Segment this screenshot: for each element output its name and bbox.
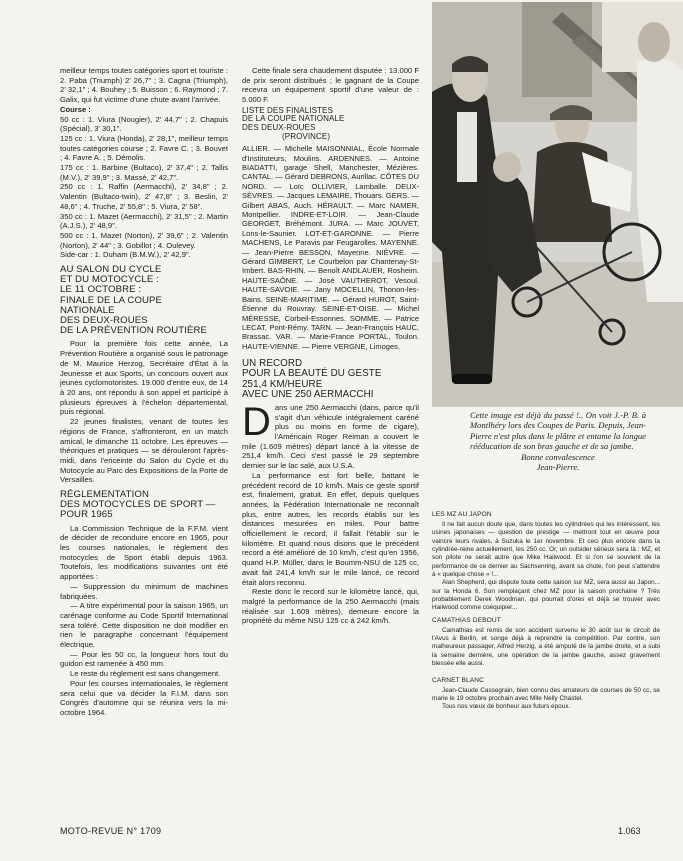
photo-paddock [432, 2, 683, 407]
heading-record: UN RECORD POUR LA BEAUTÉ DU GESTE 251,4 KM/HEURE AVEC UNE 250 AERMACCHI [242, 358, 382, 400]
heading-reglementation: RÉGLEMENTATION DES MOTOCYCLES DE SPORT — POUR 1965 [60, 489, 216, 521]
result-350cc: 350 cc : 1. Mazet (Aermacchi), 2' 31,5" ; 2. Martin (A.J.S.), 2' 48,9". [60, 211, 228, 231]
heading-salon: AU SALON DU CYCLE ET DU MOTOCYCLE : LE 11 OCTOBRE : FINALE DE LA COUPE NATIONALE DES DEUX-ROUES DE LA PRÉVENTION ROUTIÈRE [60, 264, 207, 337]
salon-paragraph-2: 22 jeunes finalistes, venant de toutes les régions de France, s'affronteront, en un match amical, le dimanche 11 octobre. Les épreuves — théoriques et pratiques — se dérouleront l'après-midi, dans l'enceinte du Salon du Cycle et du Motocycle au Parc des Expositions de la Porte de Versailles. [60, 417, 228, 485]
result-125cc: 125 cc : 1. Viura (Honda), 2' 28,1", meilleur temps toutes catégories course ; 2. Favre C. ; 3. Bouvet ; 4. Favre A. ; 5. Démolis. [60, 133, 228, 163]
result-50cc: 50 cc : 1. Viura (Nougier), 2' 44,7" ; 2. Chapuis (Spécial), 3' 30,1". [60, 114, 228, 134]
reglementation-paragraph: La Commission Technique de la F.F.M. vient de décider de reconduire encore en 1965, pour les courses nationales, le règlement des motocycles de Sport établi depuis 1963. Toutefois, les modifications suivantes ont été apportées : [60, 523, 228, 582]
salon-paragraph-1: Pour la première fois cette année, La Prévention Routière a organisé sous le patronage de M. Maurice Herzog, Secrétaire d'État à la Jeunesse et aux Sports, un concours ouvert aux jeunes cyclomotoristes. 19.000 d'entre eux, de 14 à 20 ans, ont répondu à son appel et participé à plusieurs épreuves à l'échelon départemental, puis régional. [60, 339, 228, 417]
carnet-paragraph-2: Tous nos vœux de bonheur aux futurs époux. [442, 703, 571, 711]
photo-illustration [432, 2, 683, 407]
record-paragraph-2: La performance est fort belle, battant le précédent record de 10 km/h. Mais ce geste sportif est, finalement, gratuit. En effet, depuis quelques années, la Fédération Internationale ne reconnaît plus, entre autres, les records établis sur les distances mesurées en miles. Pour battre officiellement le record, il fallait l'établir sur le kilomètre. Et quand nous disons que le précédent record a été amélioré de 10 km/h, c'est qu'en 1956, quand H.P. Müller, dans le Boumm-NSU de 125 cc, avait fait 241,4 km/h sur le mile lancé, ce record était alors reconnu. [242, 470, 419, 587]
bullet-carenage: — A titre expérimental pour la saison 1965, un carénage conforme au Code Sportif International sera toléré. Cette disposition ne doit modifier en rien le paragraphe concernant l'équipement électrique. [60, 601, 228, 650]
record-paragraph-3: Reste donc le record sur le kilomètre lancé, qui, malgré la performance de la 250 Aermacchi (mais réalisée sur 1.609 mètres), demeure encore la propriété du même NSU 125 cc à 242 km/h. [242, 587, 419, 626]
record-paragraph-1: D ans une 250 Aermacchi (dans, parce qu'il s'agit d'un véhicule intégralement caréné plus ou moins en forme de cigare), l'Américain Roger Reiman a couvert le mile (1.609 mètres) départ lancé à la vitesse de 251,4 km/h. Ceci s'est passé le 29 septembre dernier sur le lac salé, aux U.S.A. [242, 399, 419, 471]
heading-camathias: CAMATHIAS DEBOUT [432, 616, 501, 624]
finale-prize-paragraph: Cette finale sera chaudement disputée : 13.000 F de prix seront distribués ; le gagnant de la Coupe recevra un équipement sportif d'une valeur de : 5.000 F. [242, 66, 419, 105]
heading-finalists: LISTE DES FINALISTES DE LA COUPE NATIONALE DES DEUX-ROUES (PROVINCE) [242, 105, 345, 141]
column-middle [242, 66, 419, 626]
result-250cc: 250 cc : 1. Raffin (Aermacchi), 2' 34,8" ; 2. Valentin (Bultaco-twin), 2' 47,8" ; 3. Beslin, 2' 48,6" ; 4. Truche, 2' 55,8" ; 5. Viura, 2' 58". [60, 182, 228, 211]
reglementation-reste: Le reste du règlement est sans changement. [70, 669, 221, 679]
column-right [432, 507, 660, 712]
camathias-paragraph: Camathias est remis de son accident survenu le 30 août sur le circuit de l'Avus à Berlin, et songe déjà à reprendre la compétition. Par contre, son malheureux passager, Alfred Herzig, a été amputé de la jambe droite, et a subi la semaine dernière, une opération de la jambe gauche, assez gravement blessée elle aussi. [432, 626, 660, 668]
mz-paragraph-2: Alan Shepherd, qui dispute toute cette saison sur MZ, sera aussi au Japon... sur la Honda 6. Son remplaçant chez MZ pour la saison prochaine ? Très probablement Derek Woodman, qui pourrait d'ores et déjà se trouver avec Hailwood comme coéquipier... [432, 579, 660, 612]
course-label: Course : [60, 104, 91, 114]
result-sidecar: Side-car : 1. Duham (B.M.W.), 2' 42,9". [60, 250, 191, 260]
heading-mz-japon: LES MZ AU JAPON [432, 511, 492, 518]
carnet-paragraph-1: Jean-Claude Cassegrain, bien connu des amateurs de courses de 50 cc, se marie le 19 octobre prochain avec Mlle Nelly Chastel. [432, 686, 660, 702]
results-paragraph: meilleur temps toutes catégories sport et touriste : 2. Paba (Triumph) 2' 26,7" ; 3. Cagna (Triumph), 2' 32,1" ; 4. Bouhey ; 5. Buisson ; 6. Raymond ; 7. Galix, qui fut victime d'une chute avant l'arrivée. [60, 66, 228, 105]
bullet-suppression: — Suppression du minimum de machines fabriquées. [60, 581, 228, 601]
mz-paragraph-1: Il ne fait aucun doute que, dans toutes les cylindrées qui les intéressent, les usines japonaises — question de prestige — mettront tout en œuvre pour vaincre leurs rivales, à Suzuka le 1er novembre. Et ceci plus encore dans la cylindrée-reine actuellement, les 250 cc. Or, un outsider sérieux sera là : MZ, et son pilote ne serait autre que Mike Hailwood. Et si l'on se souvient de la performance de ce dernier au Sachsenring, avant sa chute, l'on peut s'attendre à « quelque chose » !... [432, 521, 660, 579]
reglementation-internationales: Pour les courses internationales, le règlement sera celui que va décider la F.I.M. dans son Congrès d'automne qui se réunira vers la mi-octobre 1964. [60, 678, 228, 717]
finalists-list: ALLIER. — Michelle MAISONNIAL, École Normale d'Instituteurs, Moulins. ARDENNES. — Antoine BIADATTI, garage Shell, Manchester, Mézières. CANTAL. — Gérard DEBRONS, Aurillac. CÔTES DU NORD. — Loïc OLLIVIER, Lamballe. DEUX-SÈVRES. — Jacques LEMAIRE, Thouars. GERS. — Gilbert ABAS, Auch. HÉRAULT. — Marc NAMER, Montpellier. INDRE-ET-LOIR. — Jean-Claude GEORGET, Bréhémont. JURA. — Marc JOUVET, Lons-le-Saunier. LOT-ET-GARONNE. — Pierre MACHENS, Le Paravis par Feugarolles. MAYENNE. — Jean-Pierre BESSON, Mayenne. NIÈVRE. — Gérard GIMBERT, Le Courbelon par Chantenay-St-Imbert. BAS-RHIN. — Benoît ANDLAUER, Rosheim. HAUTE-SAÔNE. — José VAUTHEROT, Vesoul. HAUTE-SAVOIE. — Jany MOCELLIN, Thonon-les-Bains. SEINE-MARITIME. — Gérard HUROT, Saint-Étienne du Rouvray. SEINE-ET-OISE. — Michel MÉRESSE, Corbeil-Essonnes. SOMME. — Patrice LECAT, Pont-Rémy. TARN. — Jean-François HAUC, Brassac. VAR. — Marie-France PORTAL, Toulon. HAUTE-VIENNE. — Pierre VERGNE, Limoges. [242, 144, 419, 351]
drop-cap: D [242, 399, 271, 444]
result-175cc: 175 cc : 1. Barbine (Bultaco), 2' 37,4" ; 2. Tallis (M.V.), 2' 39,9" ; 3. Massé, 2' 42,7". [60, 163, 228, 182]
heading-carnet-blanc: CARNET BLANC [432, 676, 485, 684]
column-left [60, 66, 228, 718]
photo-caption: Cette image est déjà du passé !.. On voit J.-P. B. à Montlhéry lors des Coupes de Paris. Depuis, Jean-Pierre n'est plus dans le plâtre et entame la longue rééducation de son bras gauche et de sa jambe. Bonne convalescence Jean-Pierre. [470, 410, 646, 473]
footer-magazine-issue: MOTO-REVUE N° 1709 [60, 826, 162, 836]
result-500cc: 500 cc : 1. Mazet (Norton), 2' 39,6" ; 2. Valentin (Norton), 2' 44" ; 3. Gobillot ; 4. Oulevey. [60, 230, 228, 250]
bullet-guidon: — Pour les 50 cc, la longueur hors tout du guidon est ramenée à 450 mm. [60, 649, 228, 669]
footer-page-number: 1.063 [618, 826, 641, 836]
